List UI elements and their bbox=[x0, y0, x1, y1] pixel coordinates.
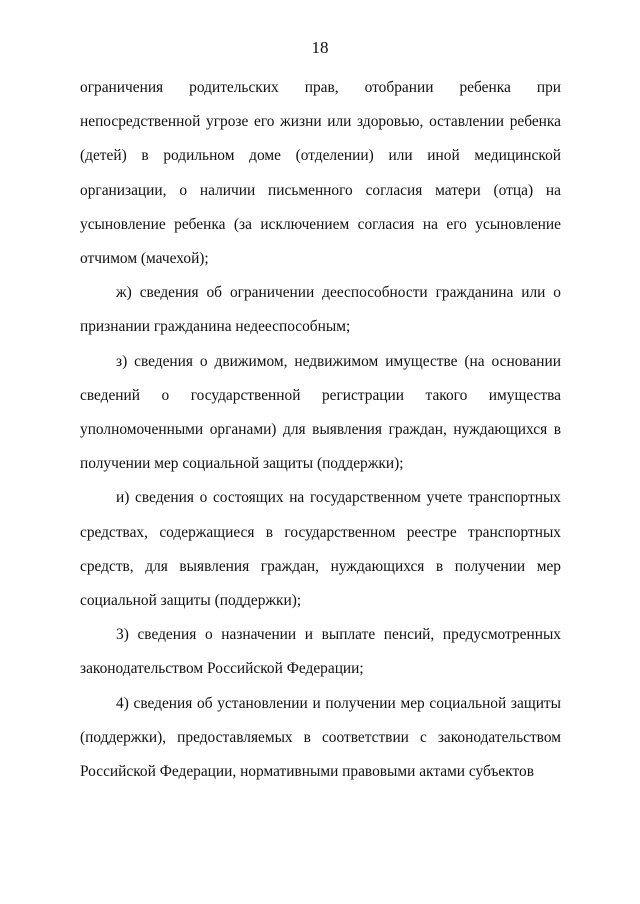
paragraph-item-i: и) сведения о состоящих на государственном учете транспортных средствах, содержащиеся в государственном реестре транспортных средств, для выявления граждан, нуждающихся в получении мер социальной защиты (поддержки); bbox=[80, 489, 561, 610]
paragraph-continuation: ограничения родительских прав, отобрании ребенка при непосредственной угрозе его жизни или здоровью, оставлении ребенка (детей) в родильном доме (отделении) или иной медицинской организации, о наличии письменного согласия матери (отца) на усыновление ребенка (за исключением согласия на его усыновление отчимом (мачехой); bbox=[80, 79, 561, 268]
paragraph-item-4: 4) сведения об установлении и получении мер социальной защиты (поддержки), предоставляемых в соответствии с законодательством Российской Федерации, нормативными правовыми актами субъектов bbox=[80, 694, 561, 781]
page-number: 18 bbox=[311, 38, 329, 57]
document-body bbox=[80, 71, 561, 789]
paragraph-item-3: 3) сведения о назначении и выплате пенсий, предусмотренных законодательством Российской Федерации; bbox=[80, 626, 561, 678]
paragraph-item-z: з) сведения о движимом, недвижимом имуществе (на основании сведений о государственной регистрации такого имущества уполномоченными органами) для выявления граждан, нуждающихся в получении мер социальной защиты (поддержки); bbox=[80, 352, 561, 473]
paragraph-item-zh: ж) сведения об ограничении дееспособности гражданина или о признании гражданина недееспособным; bbox=[80, 284, 561, 336]
